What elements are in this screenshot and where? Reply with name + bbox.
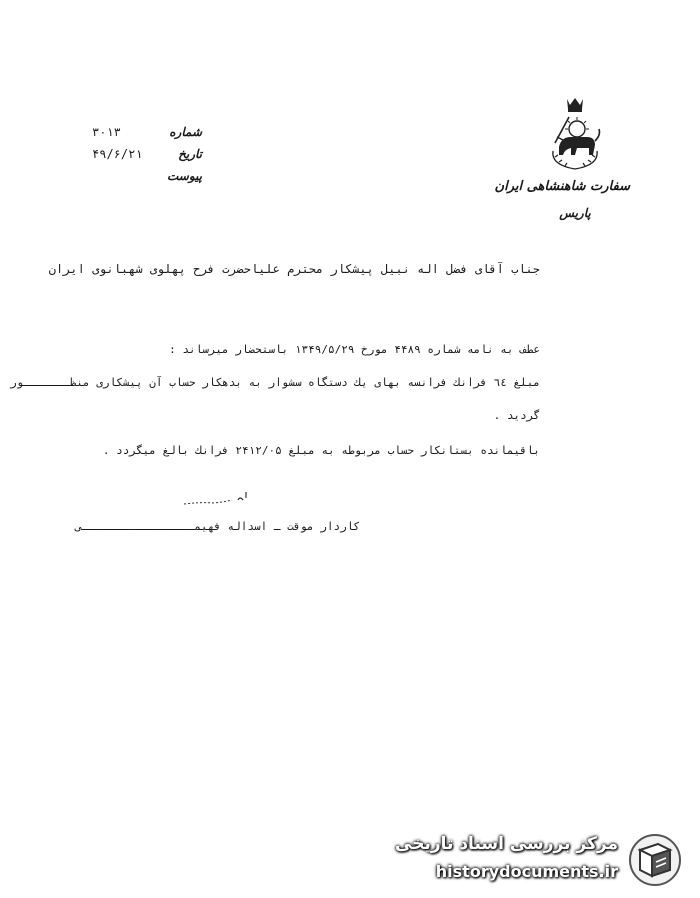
watermark-url: historydocuments.ir [435,862,618,881]
date-row [92,147,202,169]
archive-book-logo-icon [626,832,684,892]
date-label: تاریخ [178,147,202,161]
number-label: شماره [169,125,202,139]
attachment-label: پیوست [167,169,202,183]
letterhead [494,95,630,220]
number-value: ۳۰۱۳ [92,125,121,139]
letter-line-reference: عطف به نامه شماره ۴۴۸۹ مورخ ۱۳۴۹/۵/۲۹ باستحضار میرساند : [169,343,540,356]
watermark-title: مرکز بررسی اسناد تاریخی [395,834,618,854]
handwritten-signature [180,488,260,516]
addressee-line: جناب آقای فضل اله نبیل پیشکار محترم علیاحضرت فرح پهلوی شهبانوی ایران [48,262,540,276]
signatory-line: کاردار موقت ـ اسداله فهیمـــــــــــــــــی [75,520,360,533]
letter-line-charge-end: گردید . [493,409,540,422]
attachment-row [92,169,202,191]
letter-line-balance: باقیمانده بستانکار حساب مربوطه به مبلغ ۲۴۱۲/۰۵ فرانك بالغ میگردد . [102,444,540,457]
document-meta [92,125,202,191]
lion-and-sun-emblem-icon [520,95,630,175]
embassy-city: پاریس [559,206,591,220]
embassy-name: سفارت شاهنشاهی ایران [494,179,630,194]
letter-line-charge: مبلغ ٦٤ فرانك فرانسه بهای یك دستگاه سشوار به بدهکار حساب آن پیشکاری منظـــــــور [10,376,540,389]
date-value: ۴۹/۶/۲۱ [92,147,143,161]
archive-watermark [395,828,688,890]
number-row [92,125,202,147]
